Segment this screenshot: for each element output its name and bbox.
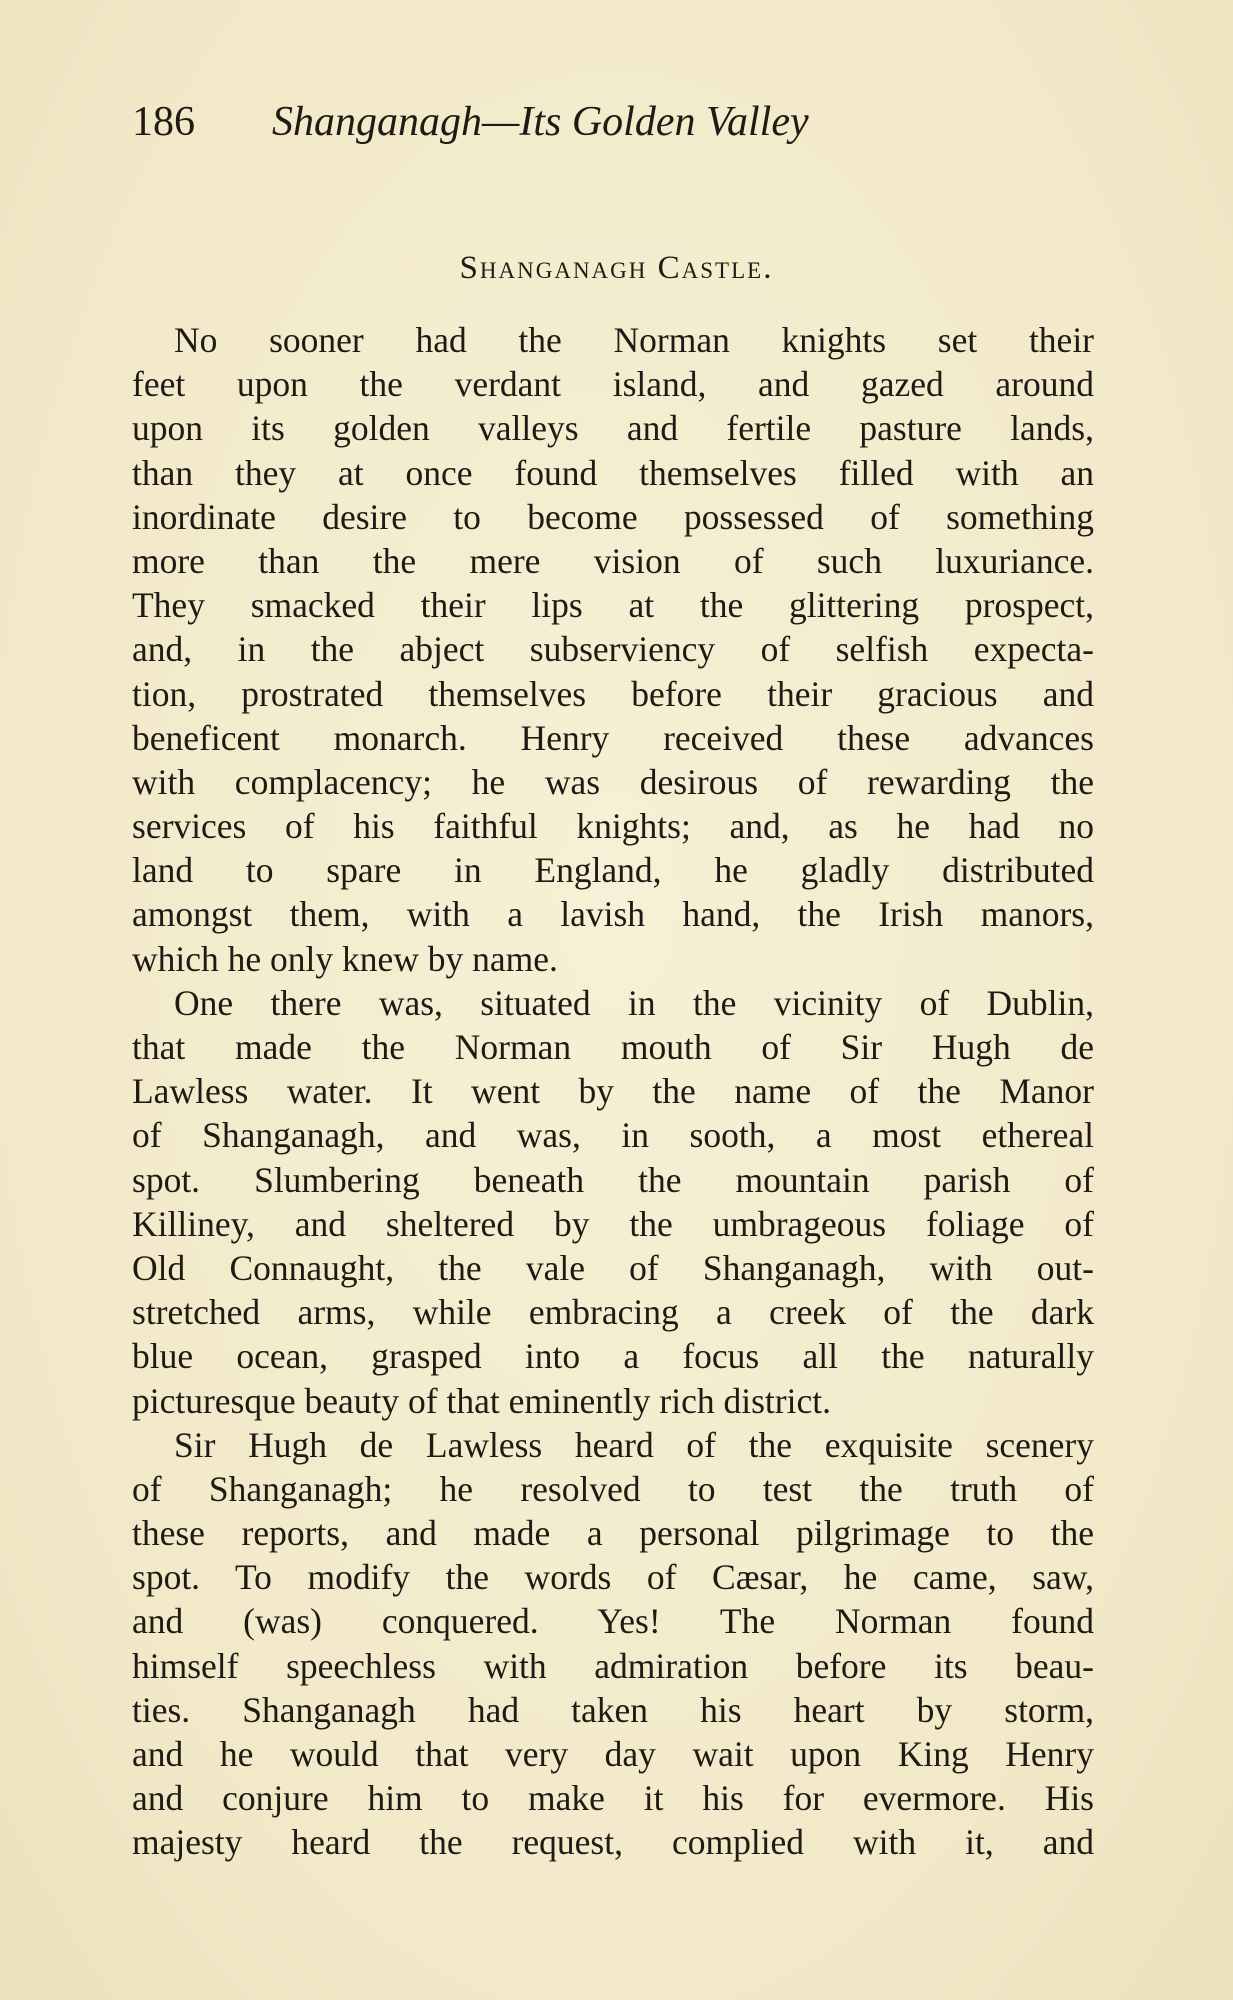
text-line: upon its golden valleys and fertile pasture lands, bbox=[132, 408, 1094, 449]
text-line: with complacency; he was desirous of rewarding the bbox=[132, 761, 1094, 802]
text-line: inordinate desire to become possessed of something bbox=[132, 496, 1094, 537]
text-line: blue ocean, grasped into a focus all the naturally bbox=[132, 1336, 1094, 1377]
text-line: of Shanganagh, and was, in sooth, a most ethereal bbox=[132, 1115, 1094, 1156]
body-text bbox=[132, 318, 1094, 1865]
section-title: Shanganagh Castle. bbox=[459, 250, 774, 286]
text-line: more than the mere vision of such luxuriance. bbox=[132, 540, 1094, 581]
text-line: which he only knew by name. bbox=[132, 938, 558, 979]
text-line: ties. Shanganagh had taken his heart by storm, bbox=[132, 1689, 1094, 1730]
text-line: picturesque beauty of that eminently rich district. bbox=[132, 1380, 831, 1421]
text-line: spot. To modify the words of Cæsar, he came, saw, bbox=[132, 1557, 1094, 1598]
text-line: land to spare in England, he gladly distributed bbox=[132, 850, 1094, 891]
text-line: that made the Norman mouth of Sir Hugh de bbox=[132, 1027, 1094, 1067]
running-head bbox=[132, 92, 1092, 152]
text-line: and (was) conquered. Yes! The Norman found bbox=[132, 1601, 1094, 1642]
text-line: Old Connaught, the vale of Shanganagh, with out- bbox=[132, 1247, 1094, 1288]
text-line: feet upon the verdant island, and gazed around bbox=[132, 364, 1094, 405]
text-line: Killiney, and sheltered by the umbrageous foliage of bbox=[132, 1203, 1094, 1244]
text-line: They smacked their lips at the glittering prospect, bbox=[132, 585, 1094, 626]
text-line: tion, prostrated themselves before their gracious and bbox=[132, 673, 1094, 714]
text-line: One there was, situated in the vicinity of Dublin, bbox=[174, 982, 1094, 1023]
text-line: services of his faithful knights; and, as he had no bbox=[132, 806, 1094, 847]
text-line: beneficent monarch. Henry received these advances bbox=[132, 717, 1094, 758]
text-line: and he would that very day wait upon King Henry bbox=[132, 1734, 1094, 1774]
text-line: these reports, and made a personal pilgrimage to the bbox=[132, 1513, 1094, 1554]
text-line: of Shanganagh; he resolved to test the truth of bbox=[132, 1468, 1094, 1509]
text-line: and, in the abject subserviency of selfish expecta- bbox=[132, 629, 1094, 670]
text-line: spot. Slumbering beneath the mountain parish of bbox=[132, 1159, 1094, 1200]
text-line: majesty heard the request, complied with it, and bbox=[132, 1822, 1094, 1863]
text-line: than they at once found themselves filled with an bbox=[132, 452, 1094, 493]
text-line: stretched arms, while embracing a creek of the dark bbox=[132, 1292, 1094, 1333]
text-line: himself speechless with admiration before its beau- bbox=[132, 1645, 1094, 1686]
text-line: and conjure him to make it his for evermore. His bbox=[132, 1778, 1094, 1819]
text-line: Sir Hugh de Lawless heard of the exquisite scenery bbox=[174, 1424, 1094, 1465]
running-title: Shanganagh—Its Golden Valley bbox=[272, 99, 809, 145]
text-line: No sooner had the Norman knights set their bbox=[174, 320, 1094, 360]
text-line: Lawless water. It went by the name of the Manor bbox=[132, 1071, 1094, 1112]
text-line: amongst them, with a lavish hand, the Irish manors, bbox=[132, 894, 1094, 935]
page-number: 186 bbox=[132, 99, 195, 145]
